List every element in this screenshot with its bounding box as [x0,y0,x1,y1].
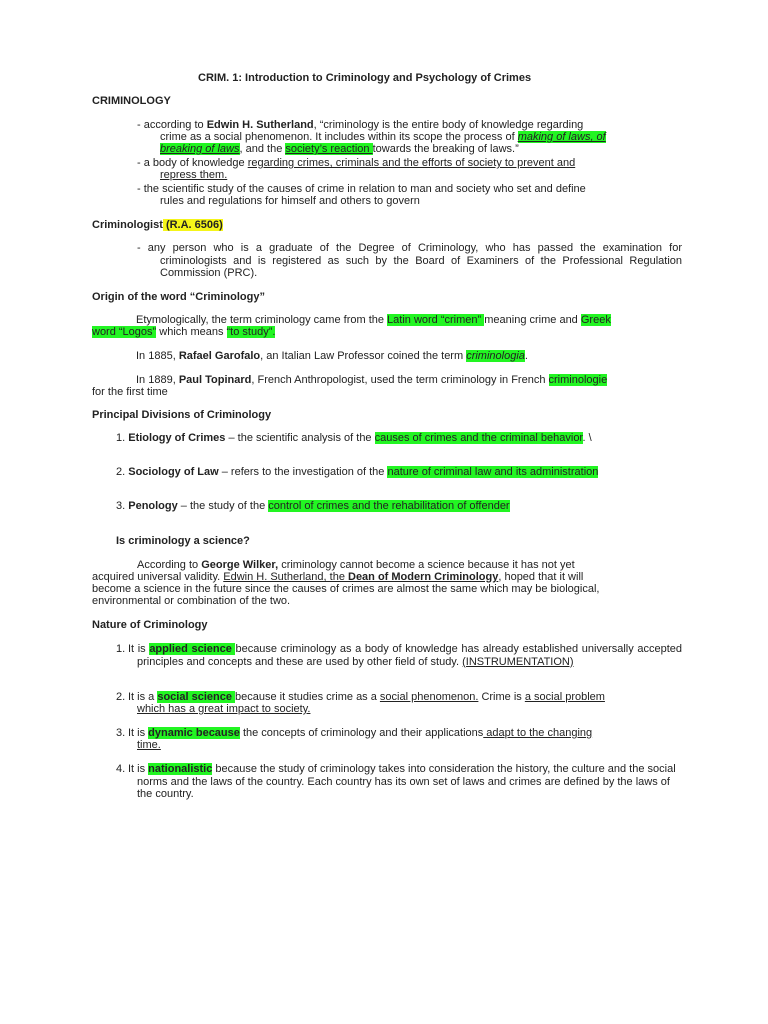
definition-sutherland-line2: crime as a social phenomenon. It includes within its scope the process of making of laws, of [160,131,606,143]
science-paragraph-line2: acquired universal validity. Edwin H. Sutherland, the Dean of Modern Criminology, hoped that it will [92,571,584,583]
section-heading-divisions: Principal Divisions of Criminology [92,409,272,421]
science-paragraph-line4: environmental or combination of the two. [92,595,291,607]
nature-item-nationalistic: It is nationalistic because the study of criminology takes into consideration the history, the culture and the social norms and the laws of the country. Each country has its own set of laws and crimes are defined by the laws of the country. [128,763,676,801]
section-heading-nature: Nature of Criminology [92,619,208,631]
definition-body-of-knowledge-line2: repress them. [160,169,228,181]
science-paragraph-line1: According to George Wilker, criminology cannot become a science because it has not yet [137,559,575,571]
nature-item-number: 1. [116,643,126,655]
definition-scientific-study-line2: rules and regulations for himself and others to govern [160,195,420,207]
criminologist-definition: - any person who is a graduate of the Degree of Criminology, who has passed the examination for criminologists and is registered as such by the Board of Examiners of the Professional Regulation Commission (PRC). [137,242,682,280]
origin-etymology-line2: word “Logos” which means “to study”. [92,326,276,338]
nature-item-social: It is a social science because it studies crime as a social phenomenon. Crime is a social problem [128,691,605,703]
nature-item-applied: It is applied science because criminology as a body of knowledge has already established universally accepted principles and concepts and these are used by other field of study. (INSTRUMENTATION) [128,643,683,668]
origin-topinard-line2: for the first time [92,386,168,398]
nature-item-dynamic-line2: time. [137,739,161,751]
division-item: 1. Etiology of Crimes – the scientific analysis of the causes of crimes and the criminal behavior. \ [116,432,592,444]
science-paragraph-line3: become a science in the future since the causes of crimes are almost the same which may be biological, [92,583,600,595]
nature-item-dynamic: It is dynamic because the concepts of criminology and their applications adapt to the changing [128,727,593,739]
definition-body-of-knowledge: - a body of knowledge regarding crimes, criminals and the efforts of society to prevent and [137,157,576,169]
definition-sutherland-line3: breaking of laws, and the society’s reaction towards the breaking of laws.” [160,143,519,155]
section-heading-origin: Origin of the word “Criminology” [92,291,265,303]
section-heading-criminologist: Criminologist (R.A. 6506) [92,219,223,231]
definition-sutherland: - according to Edwin H. Sutherland, “criminology is the entire body of knowledge regarding [137,119,584,131]
nature-item-number: 2. [116,691,126,703]
origin-etymology: Etymologically, the term criminology came from the Latin word “crimen” meaning crime and Greek [136,314,611,326]
nature-item-social-line2: which has a great impact to society. [137,703,311,715]
section-heading-criminology: CRIMINOLOGY [92,95,171,107]
document-title: CRIM. 1: Introduction to Criminology and Psychology of Crimes [198,72,532,84]
nature-item-number: 3. [116,727,126,739]
section-heading-science: Is criminology a science? [116,535,250,547]
definition-scientific-study: - the scientific study of the causes of crime in relation to man and society who set and define [137,183,586,195]
origin-garofalo: In 1885, Rafael Garofalo, an Italian Law Professor coined the term criminologia. [136,350,528,362]
origin-topinard: In 1889, Paul Topinard, French Anthropologist, used the term criminology in French criminologie [136,374,608,386]
nature-item-number: 4. [116,763,126,775]
division-item: 2. Sociology of Law – refers to the investigation of the nature of criminal law and its administration [116,466,599,478]
division-item: 3. Penology – the study of the control of crimes and the rehabilitation of offender [116,500,510,512]
